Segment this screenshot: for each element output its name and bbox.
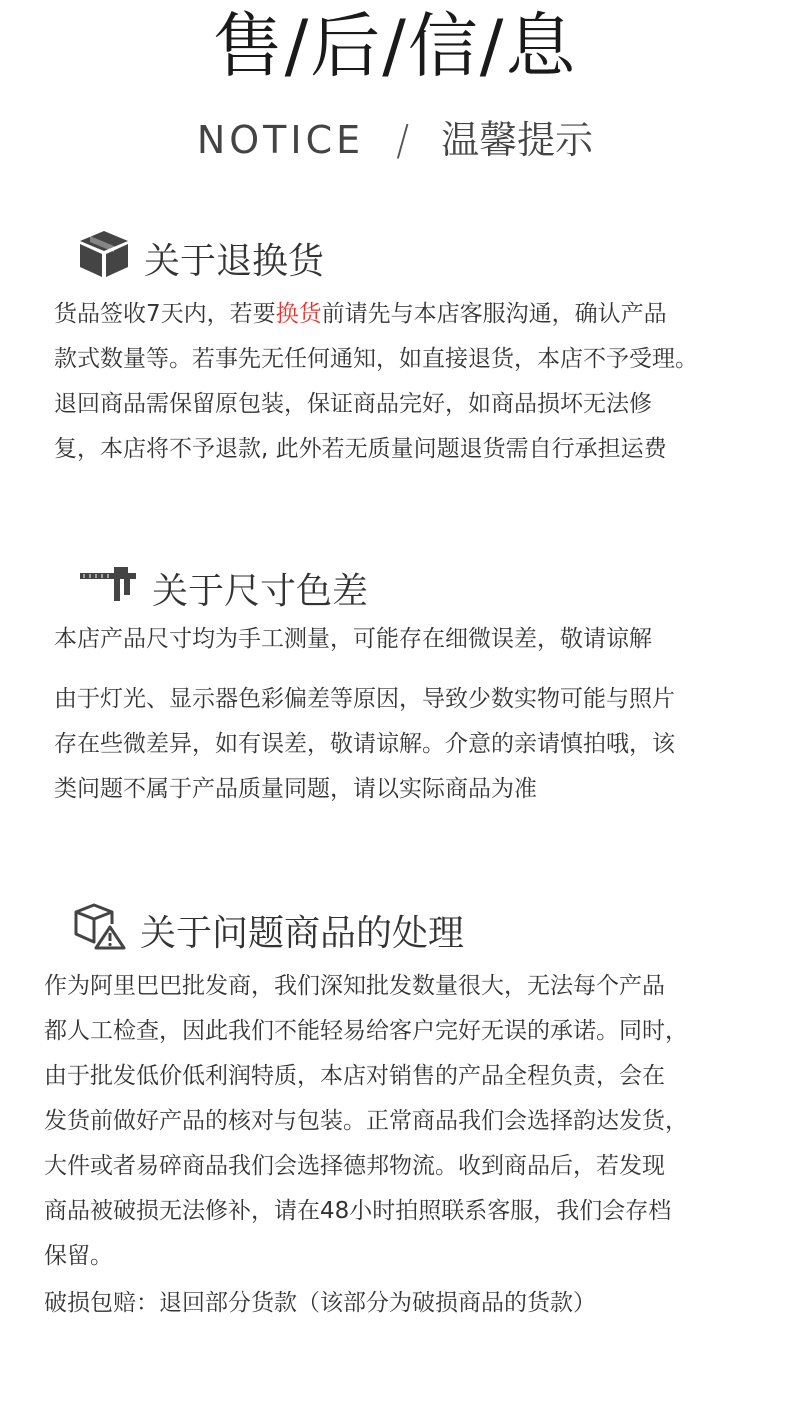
section-returns-heading bbox=[78, 230, 324, 286]
section-heading-text: 关于问题商品的处理 bbox=[140, 912, 465, 954]
section-size-para2: 由于灯光、显示器色彩偏差等原因，导致少数实物可能与照片 存在些微差异，如有误差，敬请谅解。介意的亲请慎拍哦，该 类问题不属于产品质量同题，请以实际商品为准 bbox=[54, 686, 675, 802]
subtitle-cn: 温馨提示 bbox=[441, 118, 594, 162]
section-problem-goods-heading bbox=[72, 902, 464, 958]
section-problem-goods-text: 作为阿里巴巴批发商，我们深知批发数量很大，无法每个产品 都人工检查，因此我们不能轻易给客户完好无误的承诺。同时， 由于批发低价低利润特质，本店对销售的产品全程负责，会在 发货前做好产品的核对与包装。正常商品我们会选择韵达发货， 大件或者易碎商品我们会选择德邦物流。收到商品后，若发现 商品被破损无法修补，请在48小时拍照联系客服，我们会存档 保留。 bbox=[44, 973, 688, 1269]
subtitle-slash: / bbox=[396, 115, 410, 165]
subtitle-en: NOTICE bbox=[196, 118, 365, 162]
box-icon bbox=[78, 229, 130, 288]
caliper-icon bbox=[78, 564, 138, 613]
compensation-note: 破损包赔：退回部分货款（该部分为破损商品的货款） bbox=[44, 1290, 596, 1316]
page-subtitle bbox=[0, 110, 790, 170]
page-title: 售/后/信/息 bbox=[212, 5, 578, 87]
highlight-exchange: 换货 bbox=[275, 301, 322, 327]
section-heading-text: 关于尺寸色差 bbox=[152, 570, 369, 612]
damaged-box-icon bbox=[72, 902, 126, 959]
section-size-color-heading bbox=[78, 560, 368, 616]
section-heading-text: 关于退换货 bbox=[144, 240, 325, 282]
section-size-line1: 本店产品尺寸均为手工测量，可能存在细微误差，敬请谅解 bbox=[54, 626, 652, 652]
section-returns-text: 货品签收7天内，若要换货前请先与本店客服沟通，确认产品 款式数量等。若事先无任何通知，如直接退货，本店不予受理。 退回商品需保留原包装，保证商品完好，如商品损坏无法修 复，本店将不予退款, 此外若无质量问题退货需自行承担运费 bbox=[54, 301, 698, 462]
